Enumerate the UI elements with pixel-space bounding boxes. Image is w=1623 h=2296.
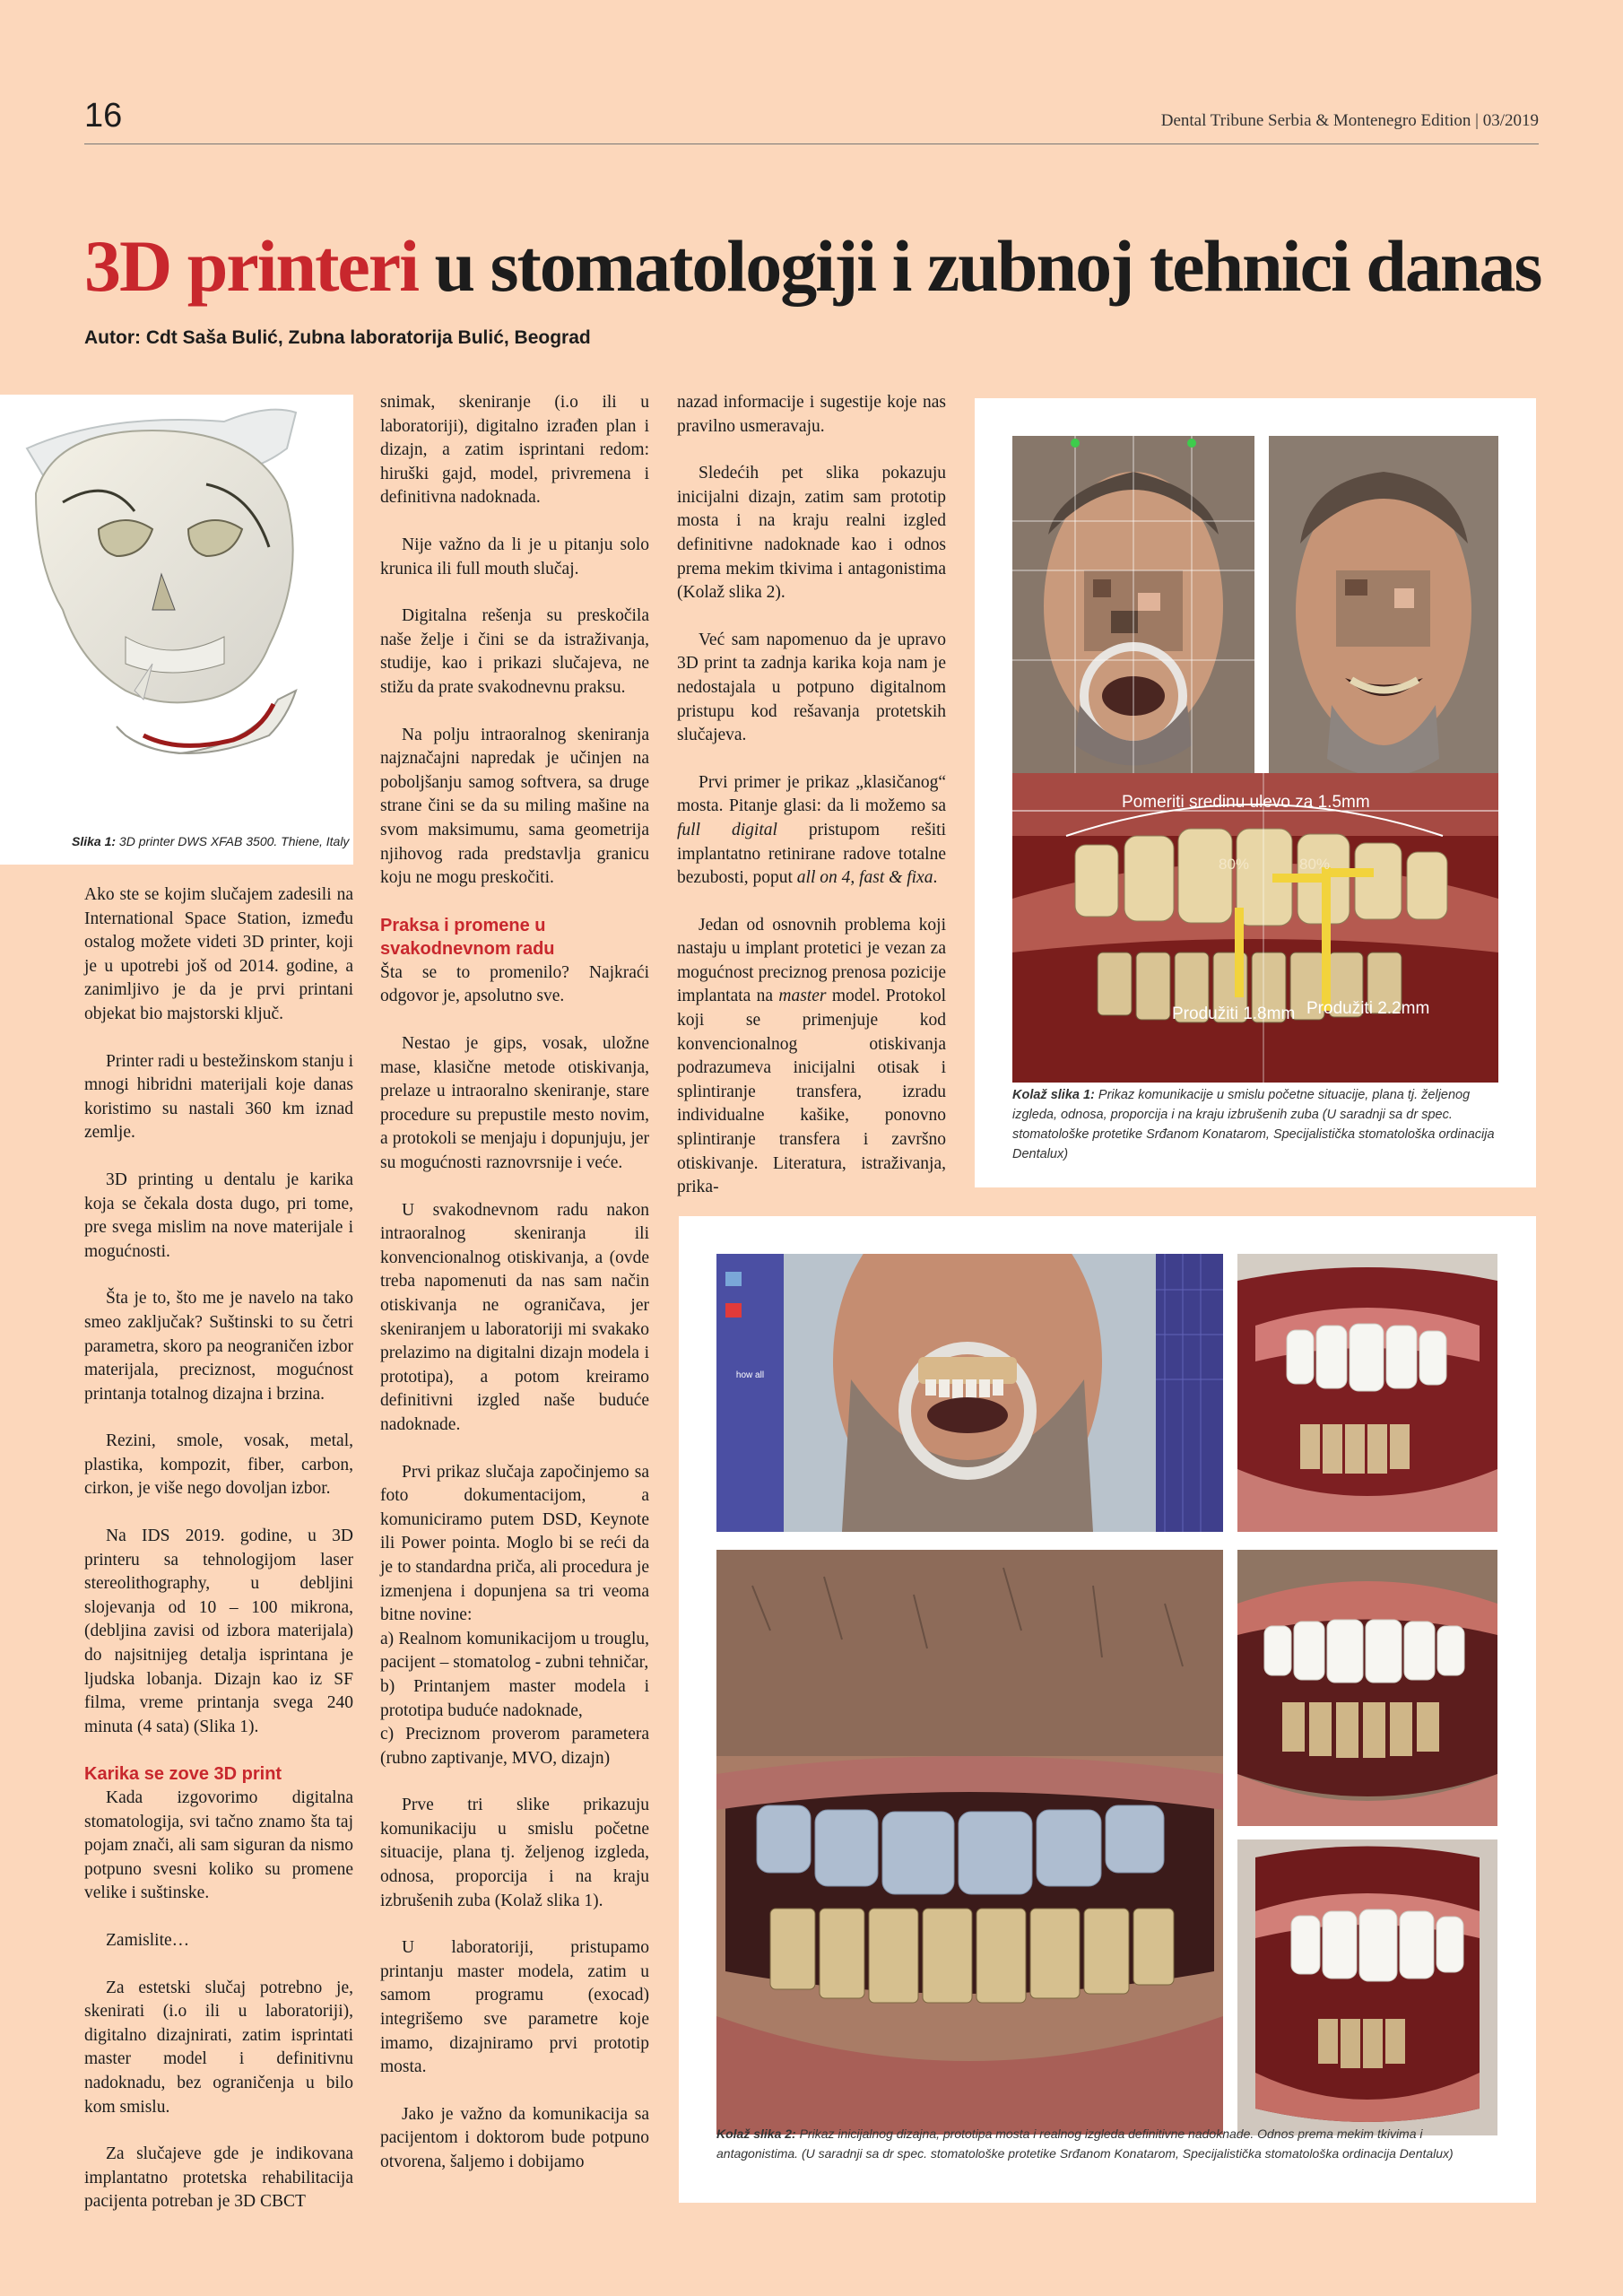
paragraph: Ako ste se kojim slučajem zadesili na International Space Station, između ostalog možete videti 3D printer, koji je u upotrebi još od 2014. godine, a zanimljivo je da je prvi printani objekat bio majstorski ključ. — [84, 885, 353, 1023]
paragraph: nazad informacije i sugestije koje nas pravilno usmeravaju. — [677, 393, 946, 436]
paragraph: Za estetski slučaj potrebno je, skenirati (i.o ili u laboratoriji), digitalno dizajnirati, zatim isprintati master model i definitivnu nadoknadu, bez ograničenja u bilo kom smislu. — [84, 1978, 353, 2117]
software-sidebar-label: how all — [735, 1370, 765, 1380]
collage-1-caption — [1012, 1085, 1501, 1164]
paragraph: Kada izgovorimo digitalna stomatologija, svi tačno znamo šta taj pojam znači, ali sam siguran da nismo potpuno svesni koliko su promene velike i suštinske. — [84, 1788, 353, 1903]
paragraph: Zamislite… — [106, 1930, 190, 1950]
emphasis: all on 4, fast & fixa — [796, 868, 933, 888]
paragraph: U svakodnevnom radu nakon intraoralnog skeniranja ili konvencionalnog otiskivanja, a (ovde treba napomenuti da nas sam način otiskivanja ne ograničava, jer skeniranjem u laboratoriji mi svakako prelazimo na digitalni dizajn modela i prototipa), a potom kreiramo definitivni izgled naše buduće nadoknade. — [380, 1200, 649, 1434]
text-run: Prvi primer je prikaz „klasičanog“ mosta. Pitanje glasi: da li možemo sa — [677, 772, 946, 816]
text-column-1 — [84, 883, 353, 2238]
text-run: pristupom rešiti implantatno retinirane radove totalne bezubosti, poput — [677, 820, 946, 888]
figure-1-3d-printed-skull — [0, 395, 353, 865]
patient-face-photo-guides — [1012, 436, 1254, 786]
text-run: model. Protokol koji se primenjuje kod konvencionalnog otiskivanja podrazumeva inicijalni otisak i splintiranje transfera, izradu individualne kašike, ponovno splintiranje transfera i završno otiskivanje. Literatura, istraživanja, prika- — [677, 987, 946, 1197]
article-title — [84, 224, 1541, 309]
paragraph: Prve tri slike prikazuju komunikaciju u smislu početne situacije, plana tj. željenog izgleda, odnosa, proporcija i na kraju izbrušenih zuba (Kolaž slika 1). — [380, 1796, 649, 1910]
paragraph: Već sam napomenuo da je upravo 3D print ta zadnja karika koja nam je nedostajala u potpuno digitalnom pristupu kod rešavanja protetskih slučajeva. — [677, 630, 946, 745]
paragraph: 3D printing u dentalu je karika koja se čekala dosta dugo, pri tome, pre svega mislim na nove materijale i mogućnosti. — [84, 1170, 353, 1261]
patient-prototype-photo — [716, 1254, 1223, 1532]
text-column-3 — [677, 391, 946, 1223]
paragraph: snimak, skeniranje (i.o ili u laboratoriji), digitalno izrađen plan i dizajn, a zatim isprintani redom: hiruški gajd, model, privremena i definitivna nadoknada. — [380, 393, 649, 508]
collage-1 — [975, 398, 1536, 1187]
title-highlight: 3D printeri — [84, 225, 418, 307]
paragraph: Na polju intraoralnog skeniranja najznačajni napredak je učinjen na poboljšanju samog softvera, sa druge strane čini se da su miling mašine na svom maksimumu, sama geometrija njihovog rada predstavlja granicu koju ne mogu preskočiti. — [380, 725, 649, 888]
dsd-label-pct-left: 80% — [1219, 856, 1250, 873]
figure-1-caption — [72, 834, 349, 848]
list-item: a) Realnom komunikacijom u trouglu, pacijent – stomatolog - zubni tehničar, — [380, 1629, 649, 1673]
paragraph: Šta je to, što me je navelo na tako smeo zaključak? Suštinski to su četri parametra, skoro pa neograničen izbor materijala, preciznost, mogućnost printanja totalnog dizajna i brzina. — [84, 1289, 353, 1404]
paragraph: Šta se to promenilo? Najkraći odgovor je, apsolutno sve. — [380, 962, 649, 1006]
retracted-veneers-photo-3 — [1237, 1839, 1497, 2135]
novelty-list — [380, 1628, 649, 1771]
retracted-veneers-photo-2 — [1237, 1550, 1497, 1826]
paragraph: Za slučajeve gde je indikovana implantatno protetska rehabilitacija pacijenta potreban je 3D CBCT — [84, 2144, 353, 2212]
dsd-label-extend-right: Produžiti 2.2mm — [1306, 999, 1430, 1018]
collage-1-caption-text: Prikaz komunikacije u smislu početne situacije, plana tj. željenog izgleda, odnosa, proporcija i na kraju izbrušenih zuba (U saradnji sa dr spec. stomatološke protetike Srđanom Konatarom, Specijalistička stomatološka ordinacija Dentalux) — [1012, 1088, 1495, 1161]
collage-1-caption-label: Kolaž slika 1: — [1012, 1088, 1095, 1102]
skull-illustration — [0, 395, 353, 816]
text-column-2 — [380, 391, 649, 2198]
paragraph: U laboratoriji, pristupamo printanju master modela, zatim u samom programu (exocad) integrišemo sve parametre koje imamo, dizajniramo prvi prototip mosta. — [380, 1938, 649, 2077]
paragraph: Nije važno da li je u pitanju solo krunica ili full mouth slučaj. — [380, 535, 649, 578]
retracted-veneers-photo-1 — [1237, 1254, 1497, 1532]
collage-2-caption — [716, 2124, 1506, 2163]
closeup-prototype-photo — [716, 1550, 1223, 2135]
paragraph: Na IDS 2019. godine, u 3D printeru sa tehnologijom laser stereolithography, u debljini slojevanja od 10 – 100 mikrona, (debljina zavisi od izbora materijala) do najsitnijeg detalja isprintana je ljudska lobanja. Dizajn kao iz SF filma, vreme printanja svega 240 minuta (4 sata) (Slika 1). — [84, 1526, 353, 1736]
list-item: c) Preciznom proverom parametera (rubno zaptivanje, MVO, dizajn) — [380, 1725, 649, 1768]
collage-2-caption-text: Prikaz inicijalnog dizajna, prototipa mosta i realnog izgleda definitivne nadoknade. Odnos prema mekim tkivima i antagonistima. (U saradnji sa dr spec. stomatološke protetike Srđanom Konatarom, Specijalistička stomatološka ordinacija Dentalux) — [716, 2126, 1454, 2161]
emphasis: master — [778, 987, 827, 1006]
patient-face-photo-smile — [1269, 436, 1498, 786]
page-number: 16 — [84, 97, 123, 135]
paragraph: Jako je važno da komunikacija sa pacijentom i doktorom bude potpuno otvorena, šaljemo i dobijamo — [380, 2104, 649, 2171]
dsd-label-extend-left: Produžiti 1.8mm — [1172, 1004, 1296, 1023]
paragraph: Nestao je gips, vosak, uložne mase, klasične metode otiskivanja, prelaze u intraoralno skeniranje, stare procedure su prepustile mesto novim, a protokoli se menjaju i dopunjuju, jer su mogućnosti raznovrsnije i veće. — [380, 1034, 649, 1173]
paragraph — [677, 914, 946, 1200]
paragraph: Prvi prikaz slučaja započinjemo sa foto dokumentacijom, a komuniciramo putem DSD, Keynote ili Power pointa. Moglo bi se reći da je to standardna priča, ali procedura je izmenjena i dopunjena sa tri veoma bitne novine: — [380, 1462, 649, 1625]
collage-2-caption-label: Kolaž slika 2: — [716, 2126, 796, 2141]
paragraph — [677, 771, 946, 891]
collage-2 — [679, 1216, 1536, 2203]
text-run: . — [933, 868, 938, 888]
section-heading: Praksa i promene u svakodnevnom radu — [380, 915, 555, 960]
paragraph: Sledećih pet slika pokazuju inicijalni dizajn, zatim sam prototip mosta i na kraju realni izgled definitivne nadoknade kao i odnos prema mekim tkivima i antagonistima (Kolaž slika 2). — [677, 464, 946, 603]
paragraph: Digitalna rešenja su preskočila naše želje i čini se da istraživanja, studije, kao i prikazi slučajeva, ne stižu da prate svakodnevnu praksu. — [380, 606, 649, 697]
emphasis: full digital — [677, 820, 777, 839]
intraoral-dsd-photo — [1012, 773, 1498, 1083]
list-item: b) Printanjem master modela i prototipa buduće nadoknade, — [380, 1676, 649, 1720]
paragraph: Rezini, smole, vosak, metal, plastika, kompozit, fiber, carbon, cirkon, je više nego dovoljan izbor. — [84, 1431, 353, 1499]
article-author: Autor: Cdt Saša Bulić, Zubna laboratorija Bulić, Beograd — [84, 327, 591, 348]
figure-1-caption-text: 3D printer DWS XFAB 3500. Thiene, Italy — [116, 834, 350, 848]
publication-header: Dental Tribune Serbia & Montenegro Edition | 03/2019 — [1160, 111, 1539, 130]
paragraph: Printer radi u bestežinskom stanju i mnogi hibridni materijali koje danas koristimo su nastali 360 km iznad zemlje. — [84, 1051, 353, 1143]
section-heading: Karika se zove 3D print — [84, 1764, 282, 1785]
figure-1-caption-label: Slika 1: — [72, 834, 117, 848]
title-rest: u stomatologiji i zubnoj tehnici danas — [417, 225, 1541, 307]
dsd-label-midline: Pomeriti sredinu ulevo za 1.5mm — [1122, 793, 1370, 812]
dsd-label-pct-right: 80% — [1299, 856, 1331, 873]
text-run: Jedan od osnovnih problema koji nastaju u implant protetici je vezan za mogućnost preciznog prenosa pozicije implantata na — [677, 915, 946, 1006]
